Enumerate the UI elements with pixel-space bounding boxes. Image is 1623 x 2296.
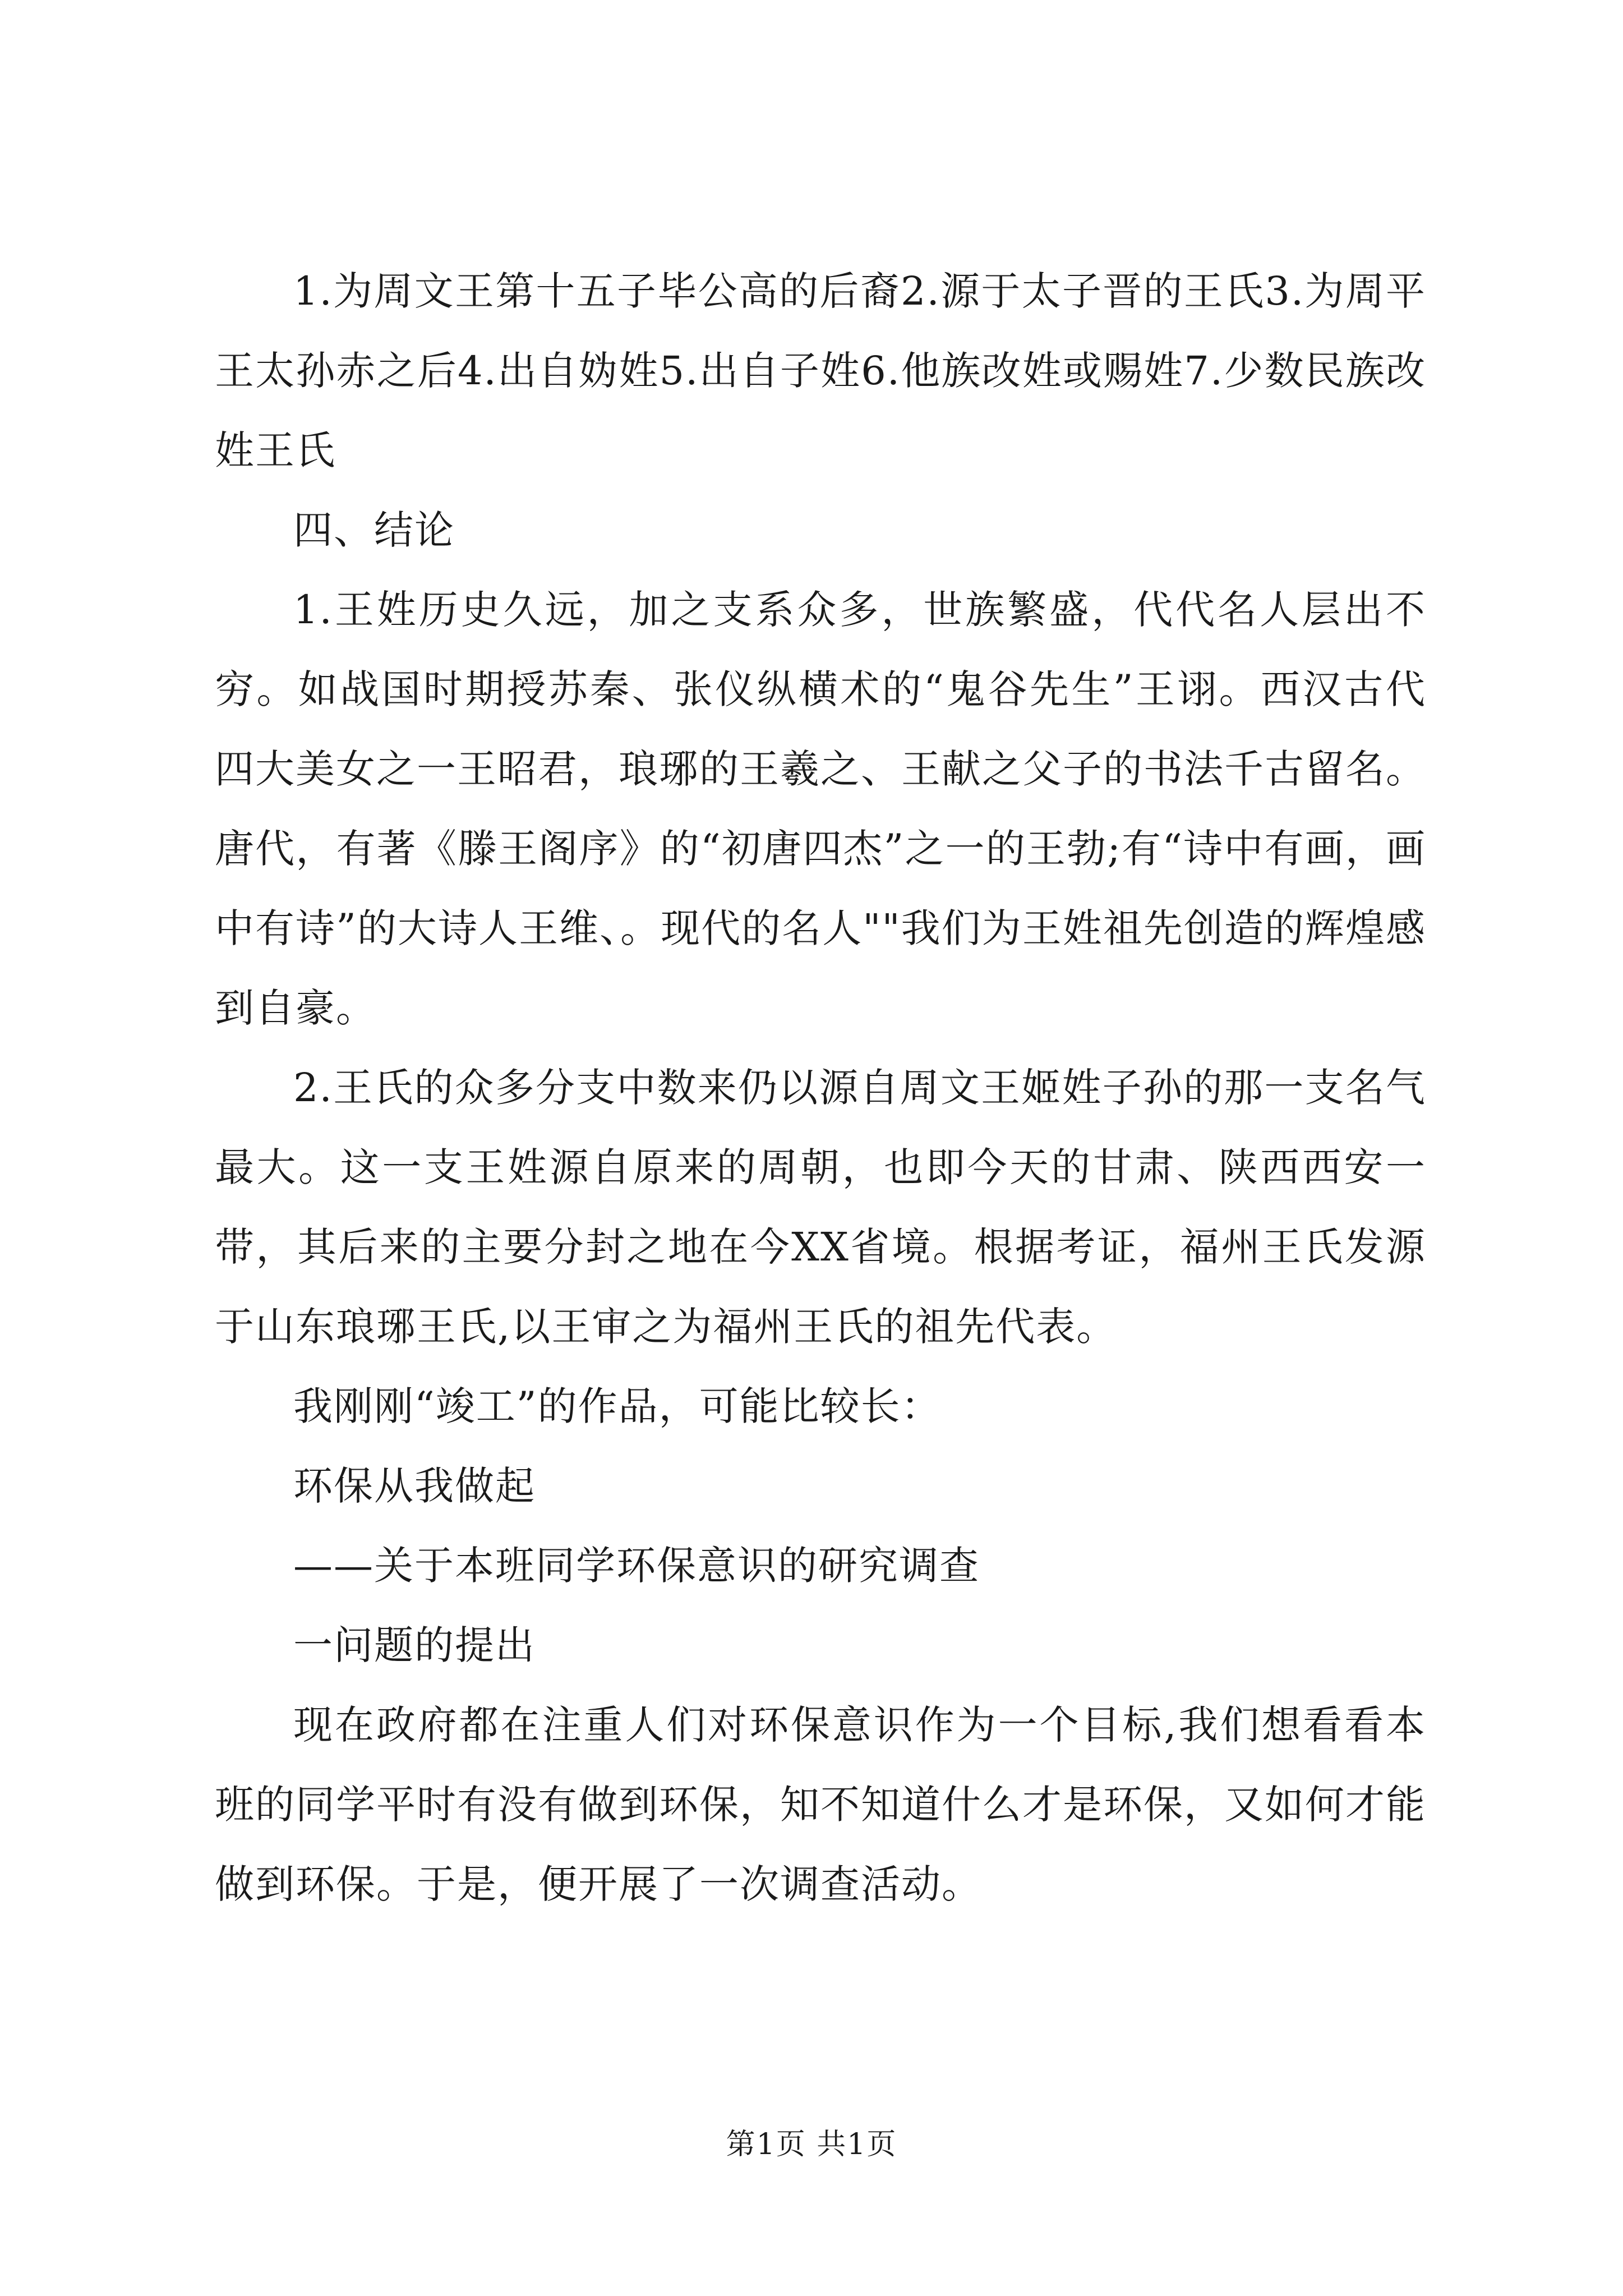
essay-title: 环保从我做起 [293,1463,536,1509]
paragraph-intro-work: 我刚刚“竣工”的作品，可能比较长： [293,1383,942,1429]
essay-subtitle: ——关于本班同学环保意识的研究调查 [293,1543,980,1589]
paragraph-origins-list: 1.为周文王第十五子毕公高的后裔2.源于太子晋的王氏3.为周平王太孙赤之后4.出自妫姓5.出自子姓6.他族改姓或赐姓7.少数民族改姓王氏 [215,268,1426,473]
section-heading-problem: 一问题的提出 [293,1622,536,1668]
paragraph-conclusion-1: 1.王姓历史久远，加之支系众多，世族繁盛，代代名人层出不穷。如战国时期授苏秦、张仪纵横术的“鬼谷先生”王诩。西汉古代四大美女之一王昭君，琅琊的王羲之、王献之父子的书法千古留名。唐代，有著《滕王阁序》的“初唐四杰”之一的王勃;有“诗中有画，画中有诗”的大诗人王维、。现代的名人""我们为王姓祖先创造的辉煌感到自豪。 [215,587,1426,1031]
paragraph-conclusion-2: 2.王氏的众多分支中数来仍以源自周文王姬姓子孙的那一支名气最大。这一支王姓源自原来的周朝，也即今天的甘肃、陕西西安一带，其后来的主要分封之地在今XX省境。根据考证，福州王氏发源于山东琅琊王氏,以王审之为福州王氏的祖先代表。 [215,1065,1426,1350]
page-number-footer: 第1页 共1页 [726,2128,897,2161]
document-body [215,251,1426,1924]
section-heading-conclusion: 四、结论 [293,507,455,553]
paragraph-problem: 现在政府都在注重人们对环保意识作为一个目标,我们想看看本班的同学平时有没有做到环保，知不知道什么才是环保，又如何才能做到环保。于是，便开展了一次调查活动。 [215,1702,1426,1907]
